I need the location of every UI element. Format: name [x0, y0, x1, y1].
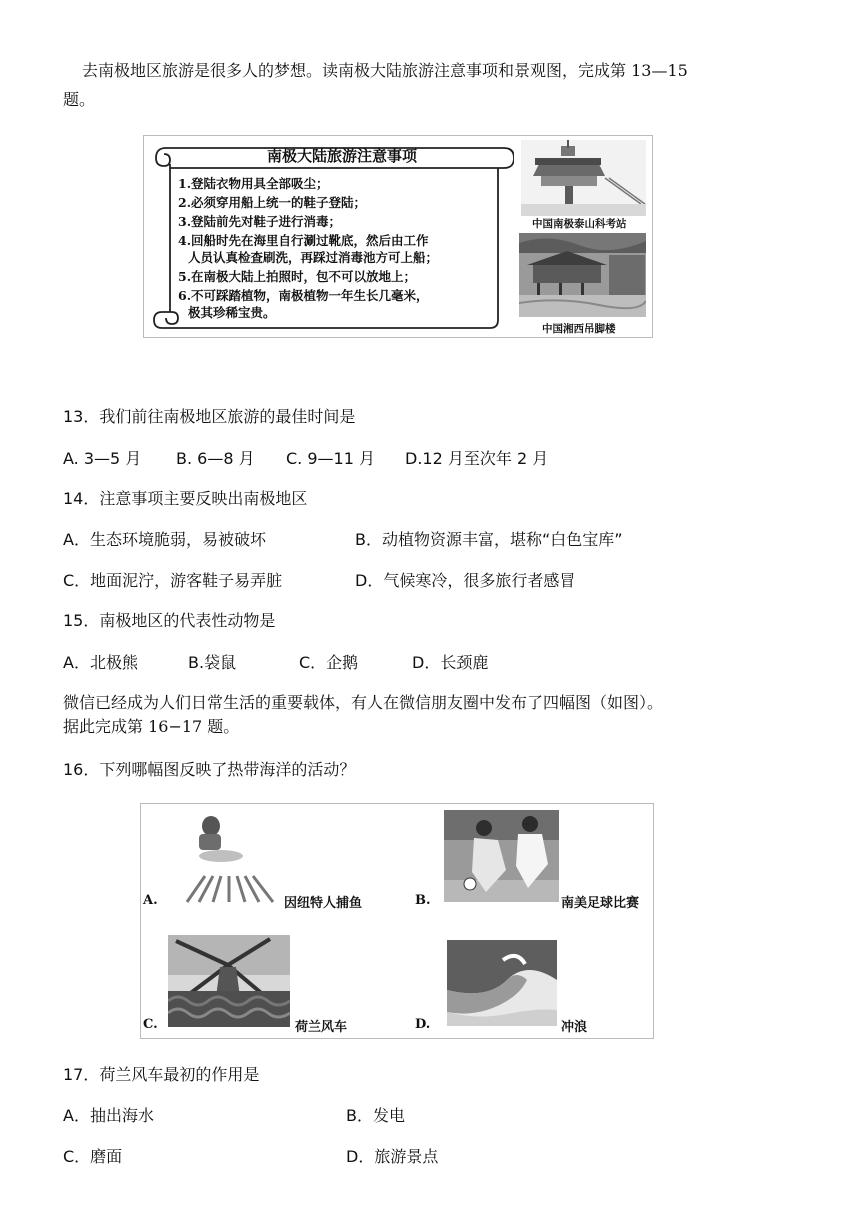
stilt-house-photo [519, 233, 646, 317]
q15-option-a: A．北极熊 [63, 653, 138, 672]
panel-b-letter: B. [415, 893, 431, 908]
four-photos-figure [140, 803, 654, 1039]
inuit-fishing-photo [165, 810, 283, 906]
notice-item: 极其珍稀宝贵。 [188, 305, 276, 320]
q15-option-d: D．长颈鹿 [412, 653, 489, 672]
notice-item: 3.登陆前先对鞋子进行消毒； [178, 214, 342, 229]
q17-option-c: C．磨面 [63, 1147, 123, 1166]
q14-option-a: A．生态环境脆弱，易被破坏 [63, 530, 266, 549]
q14-option-c: C．地面泥泞，游客鞋子易弄脏 [63, 571, 283, 590]
q13-option-a: A. 3—5 月 [63, 449, 142, 468]
stilt-house-icon [519, 233, 646, 317]
q16-stem: 16．下列哪幅图反映了热带海洋的活动？ [63, 760, 356, 779]
inuit-fishing-icon [165, 810, 283, 906]
intro2-line-1: 微信已经成为人们日常生活的重要载体，有人在微信朋友圈中发布了四幅图（如图）。 [63, 693, 664, 712]
q13-option-b: B. 6—8 月 [176, 449, 255, 468]
q13-stem: 13．我们前往南极地区旅游的最佳时间是 [63, 407, 356, 426]
notice-item: 4.回船时先在海里自行涮过靴底，然后由工作 [178, 233, 429, 248]
q14-stem: 14．注意事项主要反映出南极地区 [63, 489, 308, 508]
panel-c-letter: C. [143, 1017, 158, 1032]
q15-option-c: C．企鹅 [299, 653, 359, 672]
panel-d-caption: 冲浪 [561, 1020, 588, 1035]
q15-stem: 15．南极地区的代表性动物是 [63, 611, 276, 630]
intro-line-1: 去南极地区旅游是很多人的梦想。读南极大陆旅游注意事项和景观图，完成第 13—15 [82, 61, 688, 80]
q17-option-b: B．发电 [346, 1106, 405, 1125]
research-station-icon [521, 140, 646, 216]
q17-stem: 17．荷兰风车最初的作用是 [63, 1065, 260, 1084]
notice-item: 1.登陆衣物用具全部吸尘； [178, 176, 329, 191]
windmill-icon [168, 935, 290, 1027]
notice-item: 人员认真检查刷洗，再踩过消毒池方可上船； [188, 250, 439, 265]
notice-item: 2.必须穿用船上统一的鞋子登陆； [178, 195, 367, 210]
q15-option-b: B.袋鼠 [188, 653, 237, 672]
notice-item: 6.不可踩踏植物，南极植物一年生长几毫米， [178, 288, 429, 303]
q17-option-a: A．抽出海水 [63, 1106, 154, 1125]
q17-option-d: D．旅游景点 [346, 1147, 439, 1166]
q13-option-d: D.12 月至次年 2 月 [405, 449, 549, 468]
football-match-icon [444, 810, 559, 902]
intro2-line-2: 据此完成第 16−17 题。 [63, 717, 240, 736]
q13-option-c: C. 9—11 月 [286, 449, 375, 468]
research-station-photo [521, 140, 646, 216]
surfing-photo [447, 940, 557, 1026]
photo2-caption: 中国湘西吊脚楼 [542, 323, 616, 335]
panel-c-caption: 荷兰风车 [295, 1020, 348, 1035]
football-match-photo [444, 810, 559, 902]
panel-b-caption: 南美足球比赛 [561, 896, 640, 911]
windmill-photo [168, 935, 290, 1027]
q14-option-b: B．动植物资源丰富，堪称“白色宝库” [355, 530, 623, 549]
notice-scroll [152, 142, 514, 329]
notice-title: 南极大陆旅游注意事项 [266, 147, 417, 165]
photo1-caption: 中国南极泰山科考站 [532, 218, 627, 230]
panel-a-caption: 因纽特人捕鱼 [284, 896, 363, 911]
surfing-icon [447, 940, 557, 1026]
panel-d-letter: D. [415, 1017, 431, 1032]
intro-line-2: 题。 [63, 90, 96, 109]
q14-option-d: D．气候寒冷，很多旅行者感冒 [355, 571, 576, 590]
antarctic-notice-figure [143, 135, 653, 338]
panel-a-letter: A. [143, 893, 158, 908]
notice-item: 5.在南极大陆上拍照时，包不可以放地上； [178, 269, 417, 284]
